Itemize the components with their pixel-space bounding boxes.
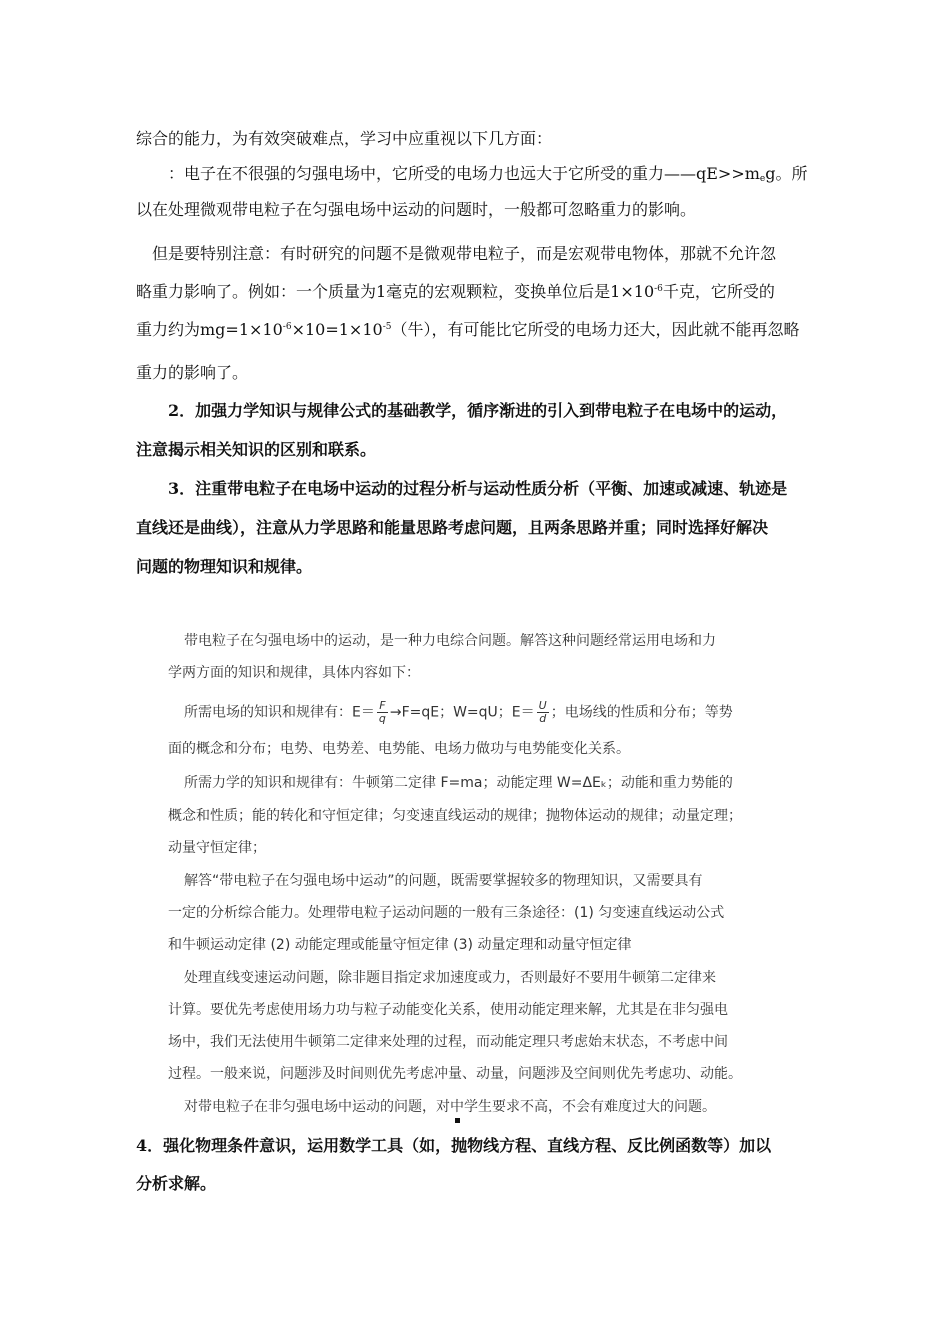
paragraph-line: 但是要特别注意：有时研究的问题不是微观带电粒子，而是宏观带电物体，那就不允许忽	[152, 244, 777, 263]
image-text-line: 学两方面的知识和规律，具体内容如下：	[168, 665, 420, 681]
text-run: g。所	[765, 164, 808, 183]
text-run: （牛），有可能比它所受的电场力还大，因此就不能再忽略	[391, 320, 800, 339]
image-text-line: 一定的分析综合能力。处理带电粒子运动问题的一般有三条途径：(1) 匀变速直线运动公式	[168, 905, 725, 921]
list-item-3-continued: 问题的物理知识和规律。	[136, 557, 313, 576]
image-text-line: 处理直线变速运动问题，除非题目指定求加速度或力，否则最好不要用牛顿第二定律来	[184, 970, 716, 986]
list-item-4-continued: 分析求解。	[136, 1174, 217, 1193]
text-run: ；电场线的性质和分布；等势	[550, 704, 733, 721]
image-text-line: 所需力学的知识和规律有：牛顿第二定律 F=ma；动能定理 W=ΔEₖ；动能和重力势能的	[184, 775, 733, 791]
image-text-line: 面的概念和分布；电势、电势差、电势能、电场力做功与电势能变化关系。	[168, 741, 630, 757]
text-run: ×10=1×10	[291, 320, 383, 339]
paragraph-line	[136, 320, 816, 340]
list-item-2: 2．加强力学知识与规律公式的基础教学，循序渐进的引入到带电粒子在电场中的运动，	[168, 401, 788, 420]
text-run: 千克，它所受的	[662, 282, 775, 301]
text-run: 所需电场的知识和规律有：E＝	[184, 704, 375, 721]
image-text-line: 带电粒子在匀强电场中的运动，是一种力电综合问题。解答这种问题经常运用电场和力	[184, 633, 716, 649]
superscript: -6	[654, 284, 663, 294]
fraction-denominator: d	[539, 712, 547, 725]
image-text-line: 对带电粒子在非匀强电场中运动的问题，对中学生要求不高，不会有难度过大的问题。	[184, 1099, 716, 1115]
paragraph-line	[136, 282, 816, 302]
subscript: e	[759, 174, 766, 184]
list-item-3-continued: 直线还是曲线），注意从力学思路和能量思路考虑问题，且两条思路并重；同时选择好解决	[136, 518, 769, 537]
list-item-4: 4．强化物理条件意识，运用数学工具（如，抛物线方程、直线方程、反比例函数等）加以	[136, 1136, 772, 1155]
text-run: →F=qE；W=qU；E＝	[389, 704, 535, 721]
image-resize-handle-bottom[interactable]	[455, 1118, 460, 1123]
image-text-line: 过程。一般来说，问题涉及时间则优先考虑冲量、动量，问题涉及空间则优先考虑功、动能。	[168, 1066, 742, 1082]
list-item-2-continued: 注意揭示相关知识的区别和联系。	[136, 440, 377, 459]
fraction-numerator: U	[538, 699, 547, 712]
text-run: 重力约为mg=1×10	[136, 320, 283, 339]
paragraph-line: 综合的能力，为有效突破难点，学习中应重视以下几方面：	[136, 129, 553, 148]
image-formula-line	[184, 700, 744, 725]
fraction-denominator: q	[378, 712, 386, 725]
superscript: -5	[382, 322, 392, 332]
image-text-line: 场中，我们无法使用牛顿第二定律来处理的过程，而动能定理只考虑始末状态，不考虑中间	[168, 1034, 728, 1050]
embedded-text-image	[168, 620, 748, 1125]
superscript: -6	[282, 322, 292, 332]
image-text-line: 解答“带电粒子在匀强电场中运动”的问题，既需要掌握较多的物理知识，又需要具有	[184, 873, 703, 889]
paragraph-line: 以在处理微观带电粒子在匀强电场中运动的问题时，一般都可忽略重力的影响。	[136, 200, 697, 219]
fraction-numerator: F	[377, 700, 388, 713]
fraction-f-over-q	[377, 700, 388, 725]
paragraph-line	[168, 164, 816, 184]
list-item-3: 3．注重带电粒子在电场中运动的过程分析与运动性质分析（平衡、加速或减速、轨迹是	[168, 479, 788, 498]
text-run: 略重力影响了。例如：一个质量为1毫克的宏观颗粒，变换单位后是1×10	[136, 282, 655, 301]
image-text-line: 概念和性质；能的转化和守恒定律；匀变速直线运动的规律；抛物体运动的规律；动量定理；	[168, 808, 742, 824]
text-run: ：电子在不很强的匀强电场中，它所受的电场力也远大于它所受的重力——qE>>m	[168, 164, 760, 183]
fraction-u-over-d	[537, 700, 549, 725]
paragraph-line: 重力的影响了。	[136, 363, 249, 382]
image-text-line: 和牛顿运动定律 (2) 动能定理或能量守恒定律 (3) 动量定理和动量守恒定律	[168, 937, 632, 953]
image-text-line: 计算。要优先考虑使用场力功与粒子动能变化关系，使用动能定理来解，尤其是在非匀强电	[168, 1002, 728, 1018]
image-text-line: 动量守恒定律；	[168, 840, 266, 856]
